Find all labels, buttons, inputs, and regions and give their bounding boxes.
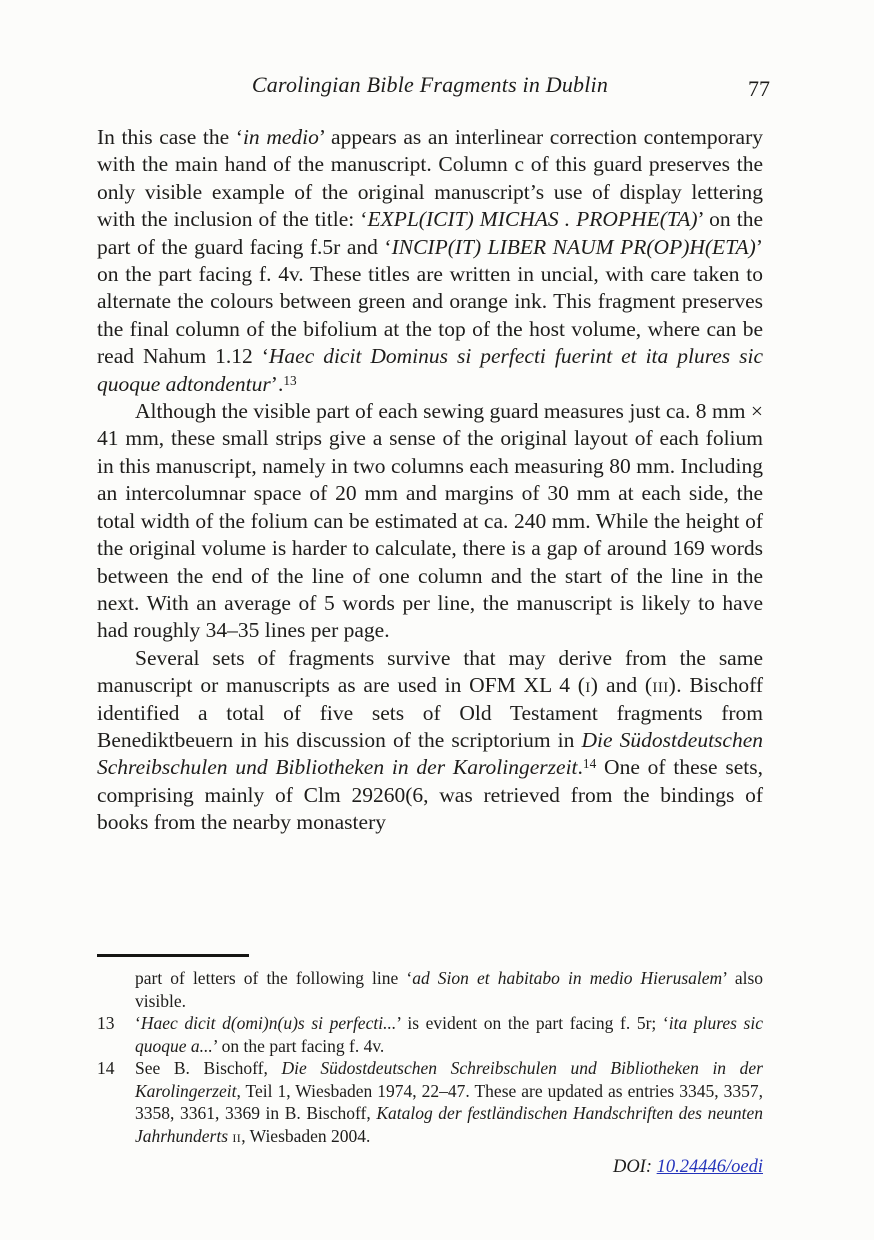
text-run: . Bischoff identified a total of five sets of Old Testament fragments from Benediktbeuern in his discussion of the scriptorium in	[97, 673, 764, 752]
text-run: In this case the ‘	[97, 125, 243, 149]
text-run: in medio	[242, 125, 319, 149]
text-run: and	[598, 673, 645, 698]
running-header	[97, 72, 763, 98]
text-run: , Wiesbaden 2004.	[241, 1125, 371, 1146]
footnote-number: 13	[97, 1013, 115, 1033]
text-run: Katalog der festländischen Handschriften des neunten Jahrhunderts	[135, 1103, 763, 1146]
footnotes-section	[97, 954, 763, 1147]
text-run: (i)	[577, 673, 599, 698]
text-run: ’ is evident on the part facing f. 5r; ‘	[396, 1013, 669, 1033]
footnote-reference: 13	[283, 372, 297, 388]
text-run: ’ appears as an interlinear correction contemporary with the main hand of the manuscript. Column c of this guard preserves the only visible example of the original manuscript’s use of display lettering with the inclusion of the title: ‘	[97, 125, 763, 232]
text-run: ‘	[135, 1013, 141, 1033]
text-run: Die Südostdeutschen Schreibschulen und Bibliotheken in der Karolingerzeit	[135, 1058, 763, 1101]
footnote-continuation	[97, 967, 763, 1012]
footnote-text	[135, 1012, 763, 1057]
text-run: .	[577, 755, 583, 780]
footnote-number	[97, 967, 135, 1012]
text-run: DOI:	[612, 1157, 657, 1177]
text-run: INCIP(IT) LIBER NAUM PR(OP)H(ETA)	[391, 234, 756, 259]
text-run: ’ on the part facing f. 4v.	[212, 1035, 385, 1056]
text-run: Although the visible part of each sewing guard measures just ca. 8 mm × 41 mm, these small strips give a sense of the original layout of each folium in this manuscript, namely in two columns each measuring 80 mm. Including an intercolumnar space of 20 mm and margins of 30 mm at each side, the total width of the folium can be estimated at ca. 240 mm. While the height of the original volume is harder to calculate, there is a gap of around 169 words between the end of the line of one column and the start of the line in the next. With an average of 5 words per line, the manuscript is likely to have had roughly 34–35 lines per page.	[97, 399, 763, 643]
text-run: ii	[232, 1125, 242, 1146]
paragraph-3	[97, 645, 763, 837]
text-run: Haec dicit d(omi)n(u)s si perfecti...	[140, 1013, 397, 1033]
footnote-text	[135, 1057, 763, 1147]
text-run: ’ on the part of the guard facing f.5r and ‘	[97, 207, 763, 259]
paragraph-2	[97, 398, 763, 645]
footnote-separator-rule	[97, 954, 249, 957]
text-run: Several sets of fragments survive that may derive from the same manuscript or manuscripts as are used in OFM XL 4	[97, 645, 763, 698]
footnote-14	[97, 1057, 763, 1147]
footnote-number: 14	[97, 1058, 115, 1078]
text-run: Die Südostdeutschen Schreibschulen und Bibliotheken in der Karolingerzeit	[97, 727, 763, 780]
running-title: Carolingian Bible Fragments in Dublin	[251, 72, 609, 97]
body-text	[97, 124, 763, 837]
text-run: part of letters of the following line ‘	[135, 968, 413, 988]
text-run: , Teil 1, Wiesbaden 1974, 22–47. These are updated as entries 3345, 3357, 3358, 3361, 3369 in B. Bischoff,	[135, 1080, 763, 1123]
text-run: ’ on the part facing f. 4v. These titles are written in uncial, with care taken to alternate the colours between green and orange ink. This fragment preserves the final column of the bifolium at the top of the host volume, where can be read Nahum 1.12 ‘	[97, 234, 764, 369]
text-run: EXPL(ICIT) MICHAS . PROPHE(TA)	[367, 207, 698, 232]
text-run: See B. Bischoff,	[135, 1058, 282, 1078]
footnote-13	[97, 1012, 763, 1057]
footnote-reference: 14	[582, 756, 597, 772]
text-run: ’.	[270, 371, 284, 396]
footnote-text	[135, 967, 763, 1012]
doi-link[interactable]: 10.24446/oedi	[656, 1157, 763, 1177]
page-number: 77	[748, 76, 770, 101]
text-run: ita plures sic quoque a...	[135, 1013, 763, 1056]
text-run: One of these sets, comprising mainly of Clm 29260(6, was retrieved from the bindings of books from the nearby monastery	[97, 755, 764, 835]
text-run: ad Sion et habitabo in medio Hierusalem	[412, 968, 723, 988]
text-run: ’ also visible.	[135, 968, 764, 1011]
text-run: Haec dicit Dominus si perfecti fuerint et ita plures sic quoque adtondentur	[97, 344, 763, 396]
doi-line	[97, 1157, 763, 1178]
paragraph-1	[97, 124, 763, 398]
text-run: (iii)	[644, 673, 677, 698]
